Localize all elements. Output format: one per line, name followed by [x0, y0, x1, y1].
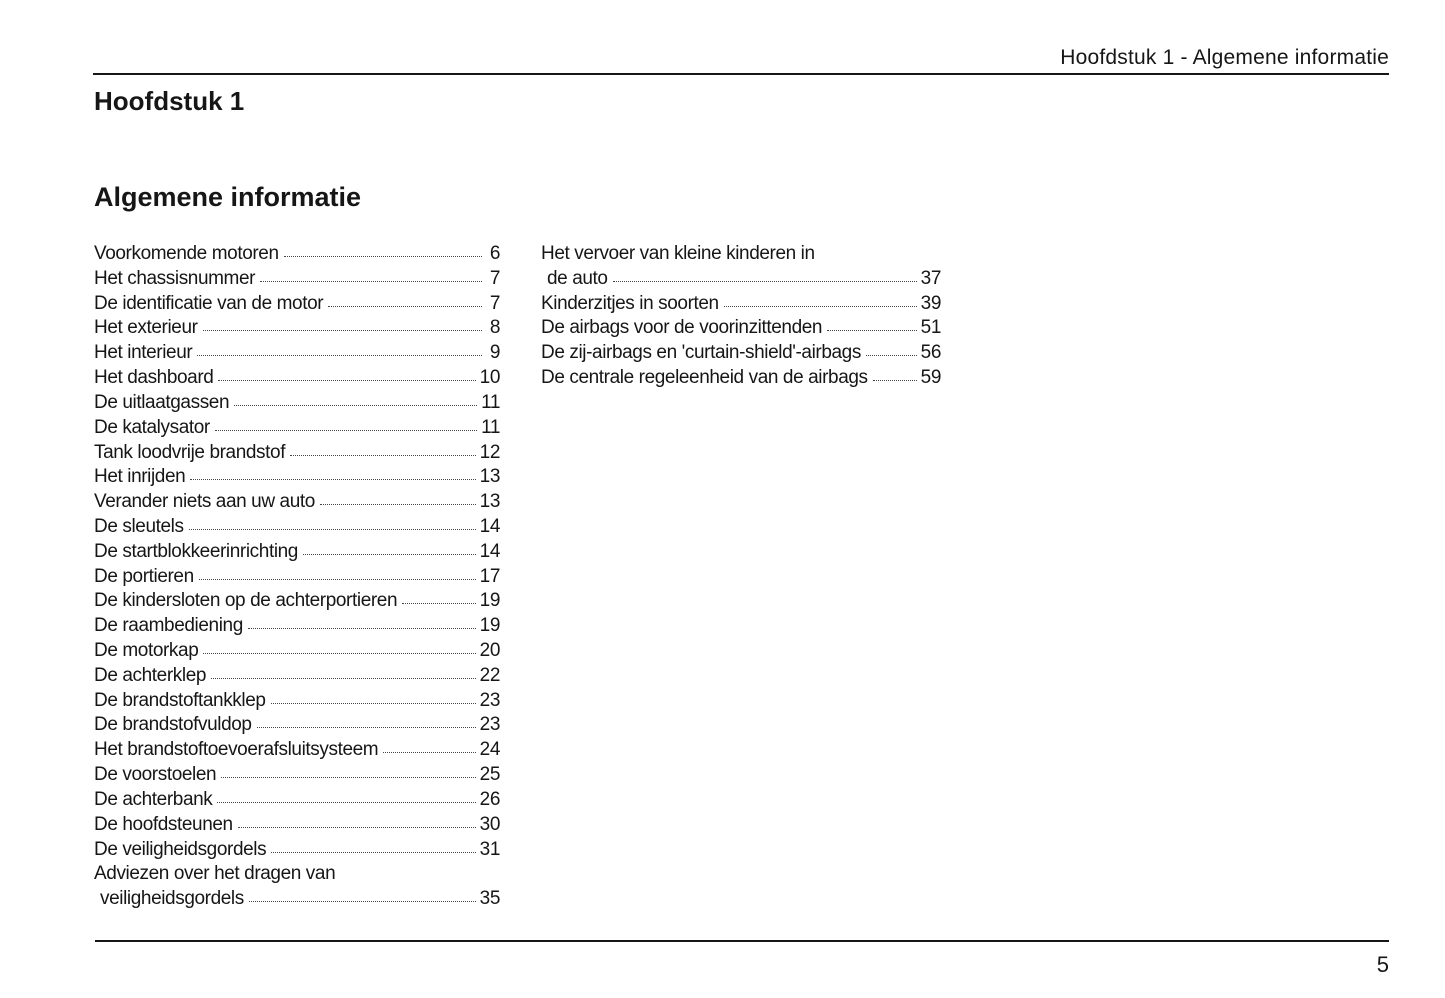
bottom-divider: [95, 940, 1389, 942]
chapter-title: Algemene informatie: [94, 182, 362, 212]
toc-right-column: [541, 242, 941, 391]
toc-entry[interactable]: De sleutels 14: [94, 515, 500, 537]
toc-entry[interactable]: Het exterieur 8: [94, 317, 500, 339]
toc-entry-line1[interactable]: Het vervoer van kleine kinderen in: [541, 243, 815, 264]
toc-entry[interactable]: De zij-airbags en 'curtain-shield'-airbags 56: [541, 342, 941, 364]
toc-entry[interactable]: De brandstofvuldop 23: [94, 714, 500, 736]
toc-entry[interactable]: Verander niets aan uw auto 13: [94, 491, 500, 513]
toc-entry[interactable]: De voorstoelen 25: [94, 764, 500, 786]
toc-left-column: [94, 242, 500, 912]
toc-entry[interactable]: De katalysator 11: [94, 416, 500, 438]
toc-entry[interactable]: De portieren 17: [94, 565, 500, 587]
toc-entry[interactable]: De veiligheidsgordels 31: [94, 838, 500, 860]
toc-entry[interactable]: De achterbank 26: [94, 788, 500, 810]
toc-entry[interactable]: De uitlaatgassen 11: [94, 391, 500, 413]
toc-entry-line1[interactable]: Adviezen over het dragen van: [94, 863, 336, 885]
toc-entry[interactable]: De hoofdsteunen 30: [94, 813, 500, 835]
toc-entry[interactable]: De kindersloten op de achterportieren 19: [94, 590, 500, 612]
running-header: Hoofdstuk 1 - Algemene informatie: [1060, 46, 1389, 69]
toc-entry-line2[interactable]: veiligheidsgordels 35: [100, 888, 500, 910]
toc-entry[interactable]: De motorkap 20: [94, 640, 500, 661]
page-number: 5: [1376, 952, 1389, 977]
toc-entry[interactable]: Het inrijden 13: [94, 466, 500, 488]
toc-entry[interactable]: Het dashboard 10: [94, 367, 500, 389]
toc-entry[interactable]: Het interieur 9: [94, 342, 500, 364]
top-divider: [93, 73, 1389, 75]
toc-entry[interactable]: De centrale regeleenheid van de airbags 59: [541, 367, 941, 389]
toc-entry[interactable]: Kinderzitjes in soorten 39: [541, 292, 941, 314]
toc-entry[interactable]: De brandstoftankklep 23: [94, 689, 500, 711]
toc-entry[interactable]: De achterklep 22: [94, 664, 500, 686]
toc-entry[interactable]: Het chassisnummer 7: [94, 267, 500, 289]
toc-entry[interactable]: De startblokkeerinrichting 14: [94, 540, 500, 562]
toc-entry[interactable]: De identificatie van de motor 7: [94, 292, 500, 314]
toc-entry[interactable]: De raambediening 19: [94, 615, 500, 637]
toc-entry[interactable]: Het brandstoftoevoerafsluitsysteem 24: [94, 739, 500, 761]
toc-entry[interactable]: Tank loodvrije brandstof 12: [94, 441, 500, 463]
toc-entry-line2[interactable]: de auto 37: [547, 267, 941, 289]
toc-entry[interactable]: Voorkomende motoren 6: [94, 243, 500, 264]
chapter-label: Hoofdstuk 1: [94, 86, 245, 116]
toc-entry[interactable]: De airbags voor de voorinzittenden 51: [541, 317, 941, 339]
